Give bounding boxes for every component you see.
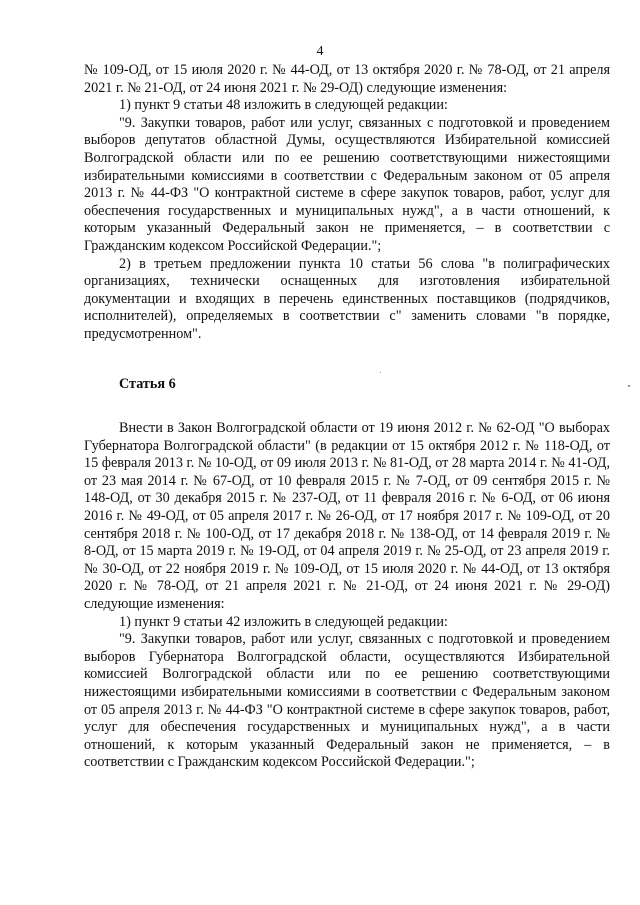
scan-speck	[380, 372, 381, 373]
document-body	[84, 62, 610, 772]
paragraph-continuation: № 109-ОД, от 15 июля 2020 г. № 44-ОД, от 13 октября 2020 г. № 78-ОД, от 21 апреля 2021 г. № 21-ОД, от 24 июня 2021 г. № 29-ОД) следующие изменения:	[84, 62, 610, 96]
scan-speck	[628, 385, 630, 387]
paragraph-item-2: 2) в третьем предложении пункта 10 статьи 56 слова "в полиграфических организациях, технически оснащенных для изготовления избирательной документации и входящих в перечень единственных поставщиков (подрядчиков, исполнителей), определяемых в соответствии с" заменить словами "в порядке, предусмотренном".	[84, 255, 610, 342]
page-number: 4	[316, 44, 324, 59]
article-heading: Статья 6	[119, 375, 176, 392]
paragraph-quote-article-42: "9. Закупки товаров, работ или услуг, связанных с подготовкой и проведением выборов Губернатора Волгоградской области, осуществляются Избирательной комиссией Волгоградской области или по ее решению соответствующими нижестоящими избирательными комиссиями в соответствии с Федеральным законом от 05 апреля 2013 г. № 44-ФЗ "О контрактной системе в сфере закупок товаров, работ, услуг для обеспечения государственных и муниципальных нужд", а в части отношений, к которым указанный Федеральный закон не применяется, – в соответствии с Гражданским кодексом Российской Федерации.";	[84, 631, 610, 771]
paragraph-amend-law: Внести в Закон Волгоградской области от 19 июня 2012 г. № 62-ОД "О выборах Губернатора Волгоградской области" (в редакции от 15 октября 2012 г. № 118-ОД, от 15 февраля 2013 г. № 10-ОД, от 09 июля 2013 г. № 81-ОД, от 28 марта 2014 г. № 41-ОД, от 23 мая 2014 г. № 67-ОД, от 10 февраля 2015 г. № 7-ОД, от 09 сентября 2015 г. № 148-ОД, от 30 декабря 2015 г. № 237-ОД, от 11 февраля 2016 г. № 6-ОД, от 06 июня 2016 г. № 49-ОД, от 05 апреля 2017 г. № 26-ОД, от 17 ноября 2017 г. № 109-ОД, от 20 сентября 2018 г. № 100-ОД, от 17 декабря 2018 г. № 138-ОД, от 14 февраля 2019 г. № 8-ОД, от 15 марта 2019 г. № 19-ОД, от 04 апреля 2019 г. № 25-ОД, от 23 апреля 2019 г. № 30-ОД, от 22 ноября 2019 г. № 109-ОД, от 15 июля 2020 г. № 44-ОД, от 13 октября 2020 г. № 78-ОД, от 21 апреля 2021 г. № 21-ОД, от 24 июня 2021 г. № 29-ОД) следующие изменения:	[84, 420, 610, 613]
paragraph-quote-article-48: "9. Закупки товаров, работ или услуг, связанных с подготовкой и проведением выборов депутатов областной Думы, осуществляются Избирательной комиссией Волгоградской области или по ее решению соответствующими нижестоящими избирательными комиссиями в соответствии с Федеральным законом от 05 апреля 2013 г. № 44-ФЗ "О контрактной системе в сфере закупок товаров, работ, услуг для обеспечения государственных и муниципальных нужд", а в части отношений, к которым указанный Федеральный закон не применяется, – в соответствии с Гражданским кодексом Российской Федерации.";	[84, 114, 610, 254]
paragraph-item-1-article-42: 1) пункт 9 статьи 42 изложить в следующей редакции:	[119, 613, 448, 630]
paragraph-item-1: 1) пункт 9 статьи 48 изложить в следующей редакции:	[119, 97, 448, 114]
